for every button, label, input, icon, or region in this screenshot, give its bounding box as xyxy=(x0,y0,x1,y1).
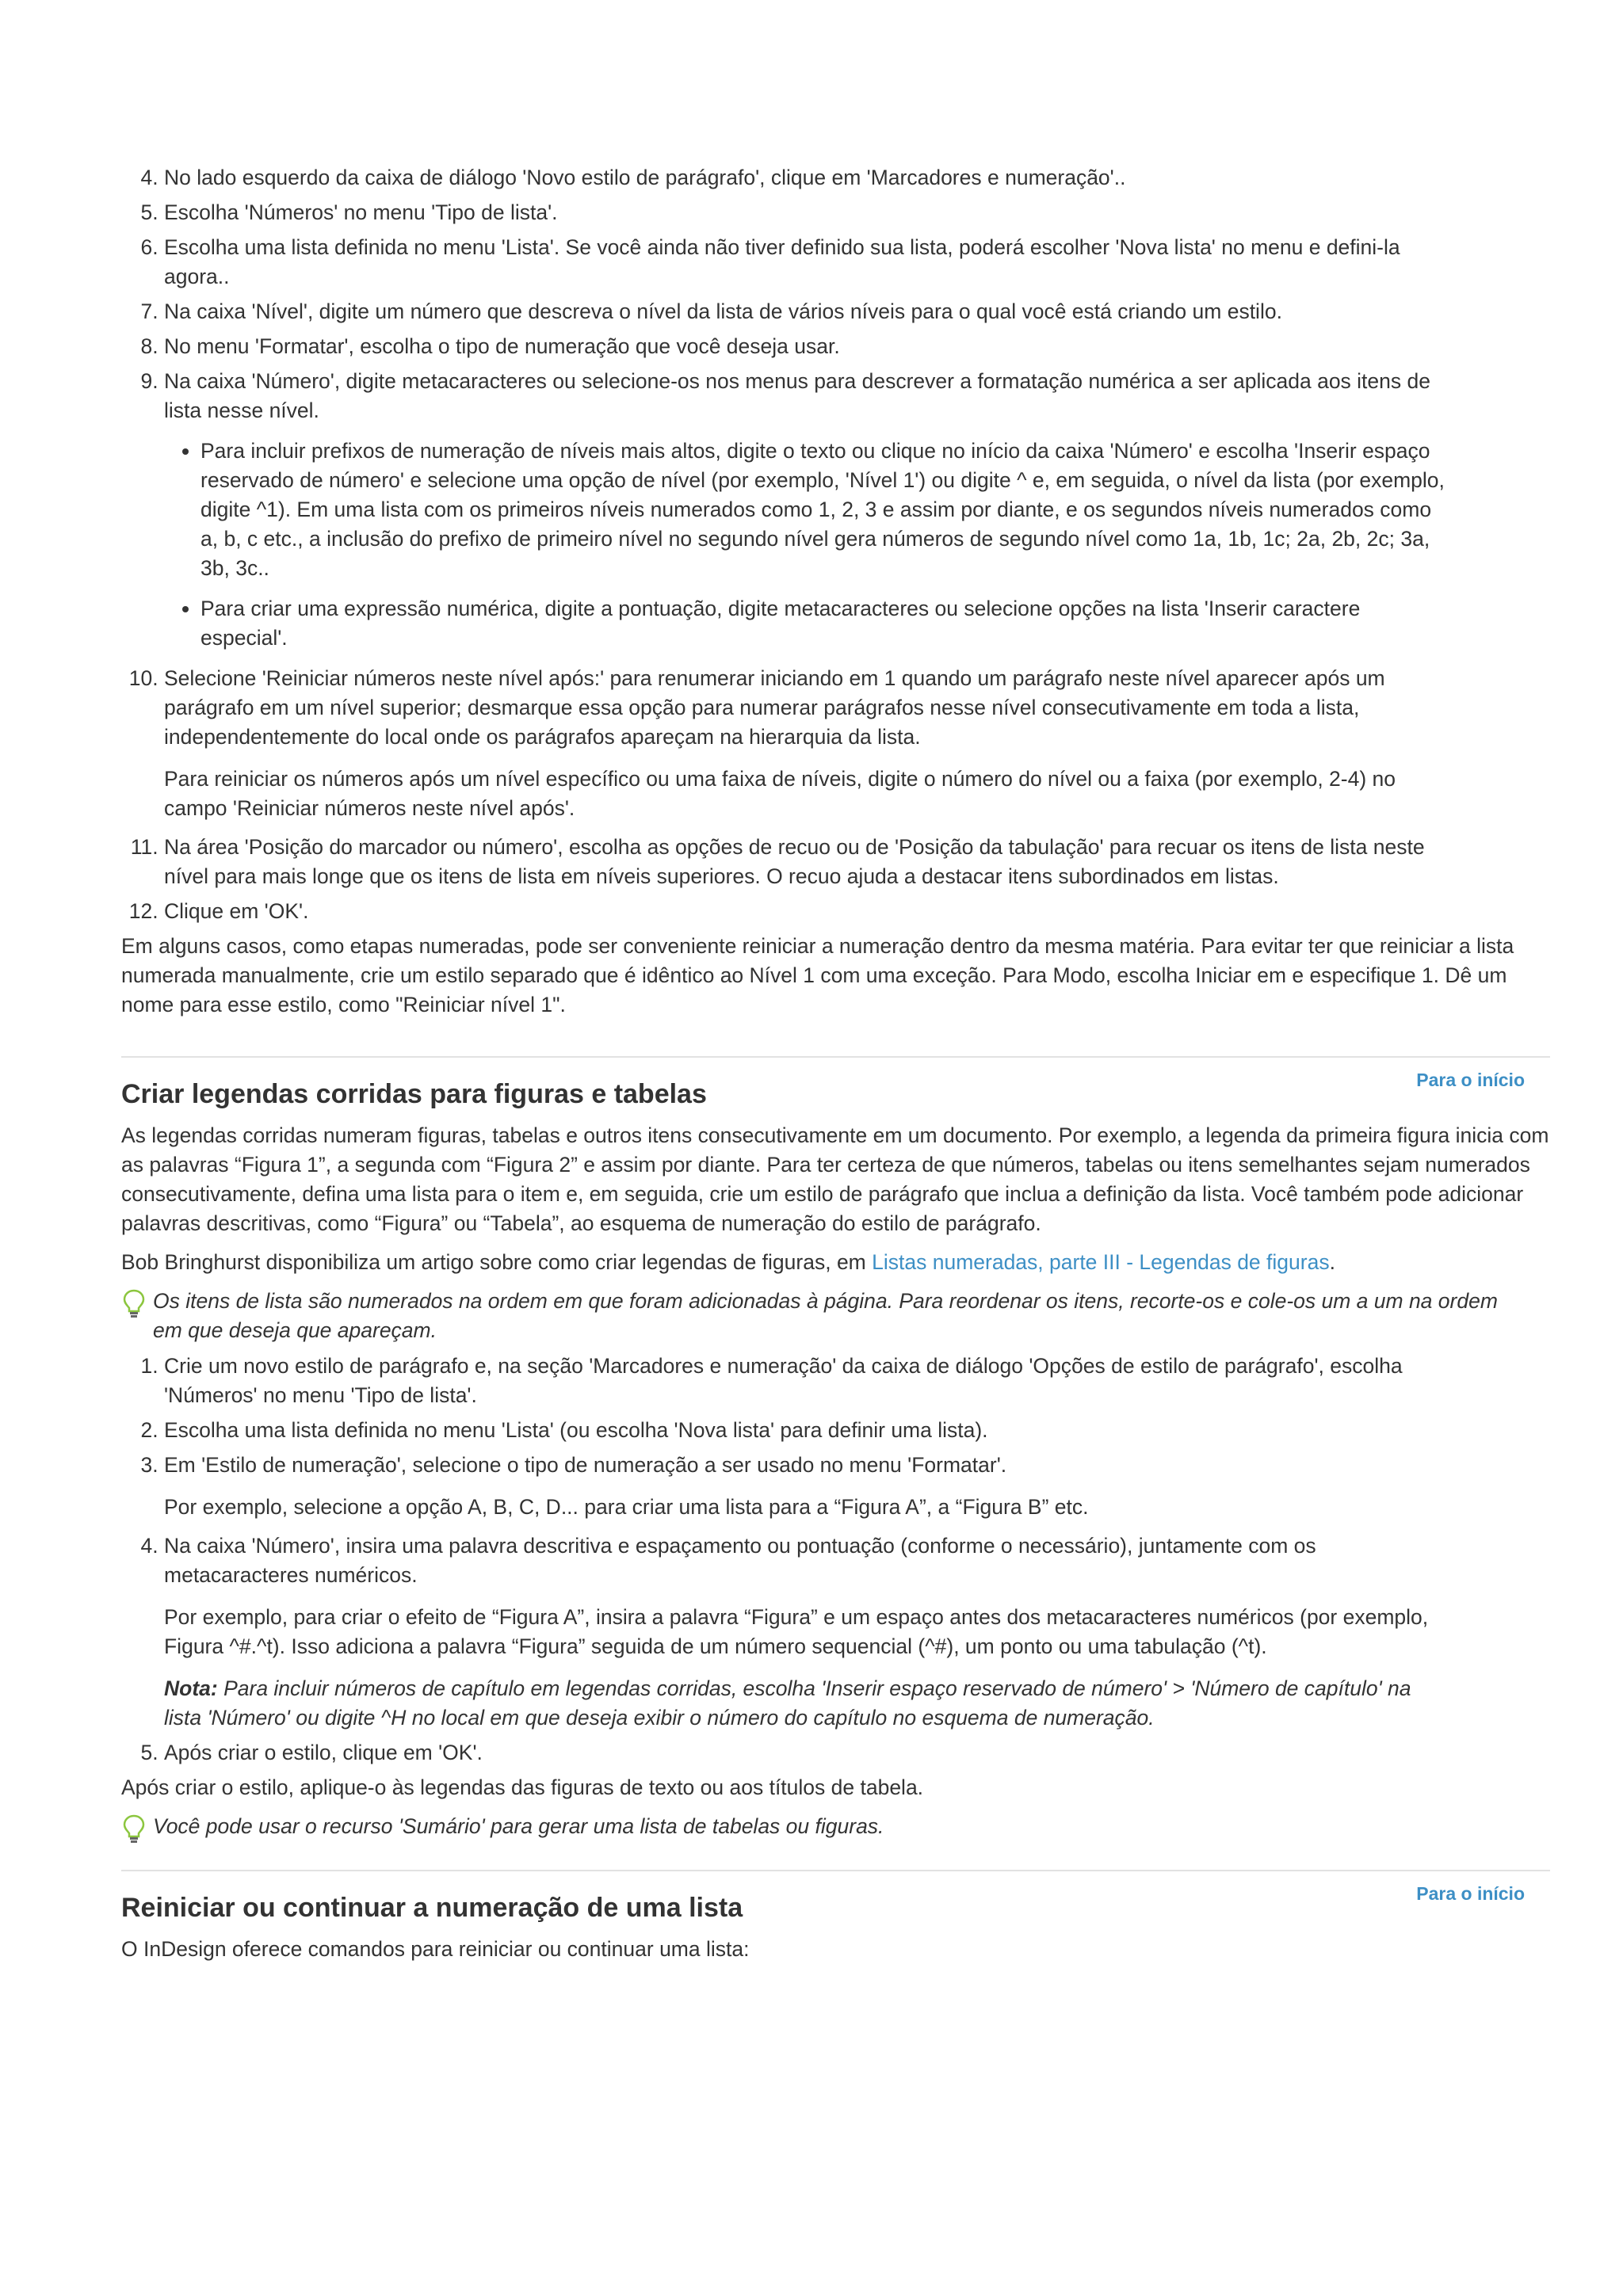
list-item: 7. Na caixa 'Nível', digite um número que descreva o nível da lista de vários níveis para o qual você está criando um estilo. xyxy=(164,297,1448,326)
note-paragraph: Nota: Para incluir números de capítulo em legendas corridas, escolha 'Inserir espaço reservado de número' > 'Número de capítulo' na lista 'Número' ou digite ^H no local em que deseja exibir o número do capítulo no esquema de numeração. xyxy=(164,1676,1411,1730)
lightbulb-icon xyxy=(121,1814,147,1844)
list-item: 11. Na área 'Posição do marcador ou número', escolha as opções de recuo ou de 'Posição da tabulação' para recuar os itens de lista neste nível para mais longe que os itens de lista em níveis superiores. O recuo ajuda a destacar itens subordinados em listas. xyxy=(164,833,1448,891)
list-item: 4. Na caixa 'Número', insira uma palavra descritiva e espaçamento ou pontuação (conforme o necessário), juntamente com os metacaracteres numéricos. Por exemplo, para criar o efeito de “Figura A”, insira a palavra “Figura” e um espaço antes dos metacaracteres numéricos (por exemplo, Figura ^#.^t). Isso adiciona a palavra “Figura” seguida de um número sequencial (^#), um ponto ou uma tabulação (^t). Nota: Para incluir números de capítulo em legendas corridas, escolha 'Inserir espaço reservado de número' > 'Número de capítulo' na lista 'Número' ou digite ^H no local em que deseja exibir o número do capítulo no esquema de numeração. xyxy=(164,1531,1448,1733)
list-item: 5. Escolha 'Números' no menu 'Tipo de lista'. xyxy=(164,198,1448,227)
back-to-top-link[interactable]: Para o início xyxy=(1416,1883,1525,1904)
section-intro: As legendas corridas numeram figuras, tabelas e outros itens consecutivamente em um documento. Por exemplo, a legenda da primeira figura inicia com as palavras “Figura 1”, a segunda com “Figura 2” e assim por diante. Para ter certeza de que números, tabelas ou itens semelhantes sejam numerados consecutivamente, defina uma lista para o item e, em seguida, crie um estilo de parágrafo que inclua a definição da lista. Você também pode adicionar palavras descritivas, como “Figura” ou “Tabela”, ao esquema de numeração do estilo de parágrafo. xyxy=(121,1123,1549,1235)
bullet-item: • Para incluir prefixos de numeração de níveis mais altos, digite o texto ou clique no início da caixa 'Número' e escolha 'Inserir espaço reservado de número' e selecione uma opção de nível (por exemplo, 'Nível 1') ou digite ^ e, em seguida, o nível da lista (por exemplo, digite ^1). Em uma lista com os primeiros níveis numerados como 1, 2, 3 e assim por diante, e os segundos níveis numerados como a, b, c etc., a inclusão do prefixo de primeiro nível no segundo nível gera números de segundo nível como 1a, 1b, 1c; 2a, 2b, 2c; 3a, 3b, 3c.. xyxy=(200,437,1448,583)
article-link[interactable]: Listas numeradas, parte III - Legendas de figuras xyxy=(872,1250,1330,1274)
lightbulb-icon xyxy=(121,1288,147,1318)
list-item-note: Para reiniciar os números após um nível específico ou uma faixa de níveis, digite o número do nível ou a faixa (por exemplo, 2-4) no campo 'Reiniciar números neste nível após'. xyxy=(164,767,1396,820)
reference-paragraph: Bob Bringhurst disponibiliza um artigo sobre como criar legendas de figuras, em Listas numeradas, parte III - Legendas de figuras. xyxy=(121,1250,1335,1274)
bullet-list xyxy=(164,437,1448,653)
section-restart-numbering xyxy=(121,1870,1550,1964)
section-running-captions xyxy=(121,1056,1550,1841)
list-item: 10. Selecione 'Reiniciar números neste nível após:' para renumerar iniciando em 1 quando um parágrafo neste nível aparecer após um parágrafo em um nível superior; desmarque essa opção para numerar parágrafos nesse nível consecutivamente em toda a lista, independentemente do local onde os parágrafos apareçam na hierarquia da lista. Para reiniciar os números após um nível específico ou uma faixa de níveis, digite o número do nível ou a faixa (por exemplo, 2-4) no campo 'Reiniciar números neste nível após'. xyxy=(164,664,1448,823)
numbered-list-captions xyxy=(121,1352,1448,1768)
after-paragraph: Após criar o estilo, aplique-o às legendas das figuras de texto ou aos títulos de tabela. xyxy=(121,1775,924,1799)
list-item-note: Por exemplo, para criar o efeito de “Figura A”, insira a palavra “Figura” e um espaço antes dos metacaracteres numéricos (por exemplo, Figura ^#.^t). Isso adiciona a palavra “Figura” seguida de um número sequencial (^#), um ponto ou uma tabulação (^t). xyxy=(164,1605,1429,1658)
list-item-note: Por exemplo, selecione a opção A, B, C, D... para criar uma lista para a “Figura A”, a “Figura B” etc. xyxy=(164,1495,1089,1519)
numbered-list-steps xyxy=(121,163,1448,926)
list-item: 2. Escolha uma lista definida no menu 'Lista' (ou escolha 'Nova lista' para definir uma lista). xyxy=(164,1416,1448,1445)
tip-callout: Os itens de lista são numerados na ordem em que foram adicionadas à página. Para reordenar os itens, recorte-os e cole-os um a um na ordem em que deseja que apareçam. xyxy=(121,1287,1532,1345)
list-item: 5. Após criar o estilo, clique em 'OK'. xyxy=(164,1738,1448,1768)
paragraph-restart: Em alguns casos, como etapas numeradas, pode ser conveniente reiniciar a numeração dentro da mesma matéria. Para evitar ter que reiniciar a lista numerada manualmente, crie um estilo separado que é idêntico ao Nível 1 com uma exceção. Para Modo, escolha Iniciar em e especifique 1. Dê um nome para esse estilo, como "Reiniciar nível 1". xyxy=(121,934,1514,1016)
list-item: 12. Clique em 'OK'. xyxy=(164,897,1448,926)
section-title: Reiniciar ou continuar a numeração de uma lista xyxy=(121,1893,743,1923)
bullet-item: • Para criar uma expressão numérica, digite a pontuação, digite metacaracteres ou selecione opções na lista 'Inserir caractere especial'. xyxy=(200,594,1448,653)
tip-callout: Você pode usar o recurso 'Sumário' para gerar uma lista de tabelas ou figuras. xyxy=(121,1812,1532,1841)
list-item: 3. Em 'Estilo de numeração', selecione o tipo de numeração a ser usado no menu 'Formatar'. Por exemplo, selecione a opção A, B, C, D... para criar uma lista para a “Figura A”, a “Figura B” etc. xyxy=(164,1451,1448,1522)
list-item: 1. Crie um novo estilo de parágrafo e, na seção 'Marcadores e numeração' da caixa de diálogo 'Opções de estilo de parágrafo', escolha 'Números' no menu 'Tipo de lista'. xyxy=(164,1352,1448,1410)
document-content xyxy=(121,163,1550,1964)
section-title: Criar legendas corridas para figuras e tabelas xyxy=(121,1079,707,1109)
note-label: Nota: xyxy=(164,1676,218,1700)
section-intro: O InDesign oferece comandos para reiniciar ou continuar uma lista: xyxy=(121,1937,750,1961)
list-item: 4. No lado esquerdo da caixa de diálogo 'Novo estilo de parágrafo', clique em 'Marcadores e numeração'.. xyxy=(164,163,1448,193)
list-item: 6. Escolha uma lista definida no menu 'Lista'. Se você ainda não tiver definido sua lista, poderá escolher 'Nova lista' no menu e defini-la agora.. xyxy=(164,233,1448,292)
list-item: 9. Na caixa 'Número', digite metacaracteres ou selecione-os nos menus para descrever a formatação numérica a ser aplicada aos itens de lista nesse nível. • Para incluir prefixos de numeração de níveis mais altos, digite o texto ou clique no início da caixa 'Número' e escolha 'Inserir espaço reservado de número' e selecione uma opção de nível (por exemplo, 'Nível 1') ou digite ^ e, em seguida, o nível da lista (por exemplo, digite ^1). Em uma lista com os primeiros níveis numerados como 1, 2, 3 e assim por diante, e os segundos níveis numerados como a, b, c etc., a inclusão do prefixo de primeiro nível no segundo nível gera números de segundo nível como 1a, 1b, 1c; 2a, 2b, 2c; 3a, 3b, 3c.. • Para criar uma expressão numérica, digite a pontuação, digite metacaracteres ou selecione opções na lista 'Inserir caractere especial'. xyxy=(164,367,1448,653)
list-item: 8. No menu 'Formatar', escolha o tipo de numeração que você deseja usar. xyxy=(164,332,1448,361)
back-to-top-link[interactable]: Para o início xyxy=(1416,1070,1525,1090)
